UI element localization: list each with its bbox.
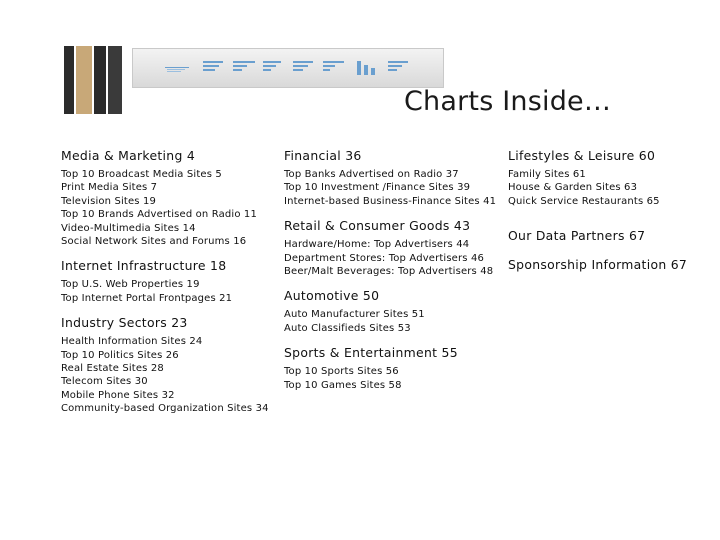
toc-section <box>61 315 269 415</box>
chart-thumbnail-icon <box>203 57 227 75</box>
section-heading[interactable]: Sports & Entertainment 55 <box>284 345 458 361</box>
toc-item[interactable]: Top U.S. Web Properties 19 <box>61 279 200 291</box>
section-heading[interactable]: Our Data Partners 67 <box>508 228 646 244</box>
section-heading[interactable]: Internet Infrastructure 18 <box>61 258 227 274</box>
toc-section <box>284 148 496 208</box>
toc-section <box>61 258 269 305</box>
banner-bar <box>94 46 106 114</box>
chart-thumbnail-icon <box>355 57 379 75</box>
chart-thumbnail-icon <box>293 57 317 75</box>
toc-item[interactable]: Quick Service Restaurants 65 <box>508 195 660 207</box>
toc-item[interactable]: Health Information Sites 24 <box>61 336 203 348</box>
toc-item[interactable]: Top Internet Portal Frontpages 21 <box>61 292 233 304</box>
chart-thumbnail-icon <box>165 57 189 75</box>
toc-section <box>61 148 269 248</box>
toc-section <box>508 228 687 243</box>
toc-item[interactable]: Print Media Sites 7 <box>61 182 158 194</box>
toc-section <box>508 148 687 208</box>
toc-item[interactable]: Television Sites 19 <box>61 195 156 207</box>
toc-item[interactable]: Top 10 Politics Sites 26 <box>61 349 179 361</box>
toc-item[interactable]: Internet-based Business-Finance Sites 41 <box>284 195 497 207</box>
toc-item[interactable]: Mobile Phone Sites 32 <box>61 389 175 401</box>
toc-item[interactable]: Family Sites 61 <box>508 169 586 180</box>
toc-item[interactable]: Top Banks Advertised on Radio 37 <box>284 169 459 180</box>
toc-item[interactable]: Hardware/Home: Top Advertisers 44 <box>284 239 470 251</box>
section-heading[interactable]: Industry Sectors 23 <box>61 315 188 331</box>
toc-item[interactable]: Top 10 Games Sites 58 <box>284 379 402 391</box>
toc-item[interactable]: Auto Manufacturer Sites 51 <box>284 309 425 321</box>
toc-item[interactable]: Video-Multimedia Sites 14 <box>61 222 196 234</box>
toc-item[interactable]: Top 10 Brands Advertised on Radio 11 <box>61 209 257 221</box>
section-heading[interactable]: Financial 36 <box>284 148 362 163</box>
banner-bar <box>108 46 122 114</box>
banner-bar <box>76 46 92 114</box>
toc-item[interactable]: Top 10 Broadcast Media Sites 5 <box>61 169 222 180</box>
toc-item[interactable]: Auto Classifieds Sites 53 <box>284 322 411 334</box>
section-heading[interactable]: Lifestyles & Leisure 60 <box>508 148 656 163</box>
toc-item[interactable]: Beer/Malt Beverages: Top Advertisers 48 <box>284 266 494 278</box>
toc-item[interactable]: Real Estate Sites 28 <box>61 363 164 375</box>
toc-section <box>284 345 496 392</box>
banner-bar <box>64 46 74 114</box>
toc-column-1 <box>61 148 269 426</box>
toc-item[interactable]: Social Network Sites and Forums 16 <box>61 236 247 248</box>
section-heading[interactable]: Media & Marketing 4 <box>61 148 196 163</box>
toc-column-3 <box>508 148 687 282</box>
section-heading[interactable]: Automotive 50 <box>284 288 380 304</box>
chart-thumbnail-icon <box>233 57 257 75</box>
chart-thumbnail-icon <box>263 57 287 75</box>
toc-item[interactable]: Community-based Organization Sites 34 <box>61 403 269 415</box>
toc-section <box>284 218 496 278</box>
chart-thumbnail-icon <box>323 57 347 75</box>
toc-item[interactable]: Top 10 Sports Sites 56 <box>284 366 399 378</box>
toc-section <box>508 257 687 272</box>
banner-stripe <box>132 48 444 88</box>
toc-item[interactable]: Telecom Sites 30 <box>61 376 148 388</box>
toc-item[interactable]: Department Stores: Top Advertisers 46 <box>284 252 484 264</box>
section-heading[interactable]: Retail & Consumer Goods 43 <box>284 218 471 234</box>
chart-thumbnail-icon <box>388 57 412 75</box>
toc-item[interactable]: House & Garden Sites 63 <box>508 182 638 194</box>
page-title: Charts Inside… <box>404 86 612 117</box>
toc-section <box>284 288 496 335</box>
section-heading[interactable]: Sponsorship Information 67 <box>508 257 688 273</box>
toc-item[interactable]: Top 10 Investment /Finance Sites 39 <box>284 182 471 194</box>
toc-column-2 <box>284 148 496 402</box>
